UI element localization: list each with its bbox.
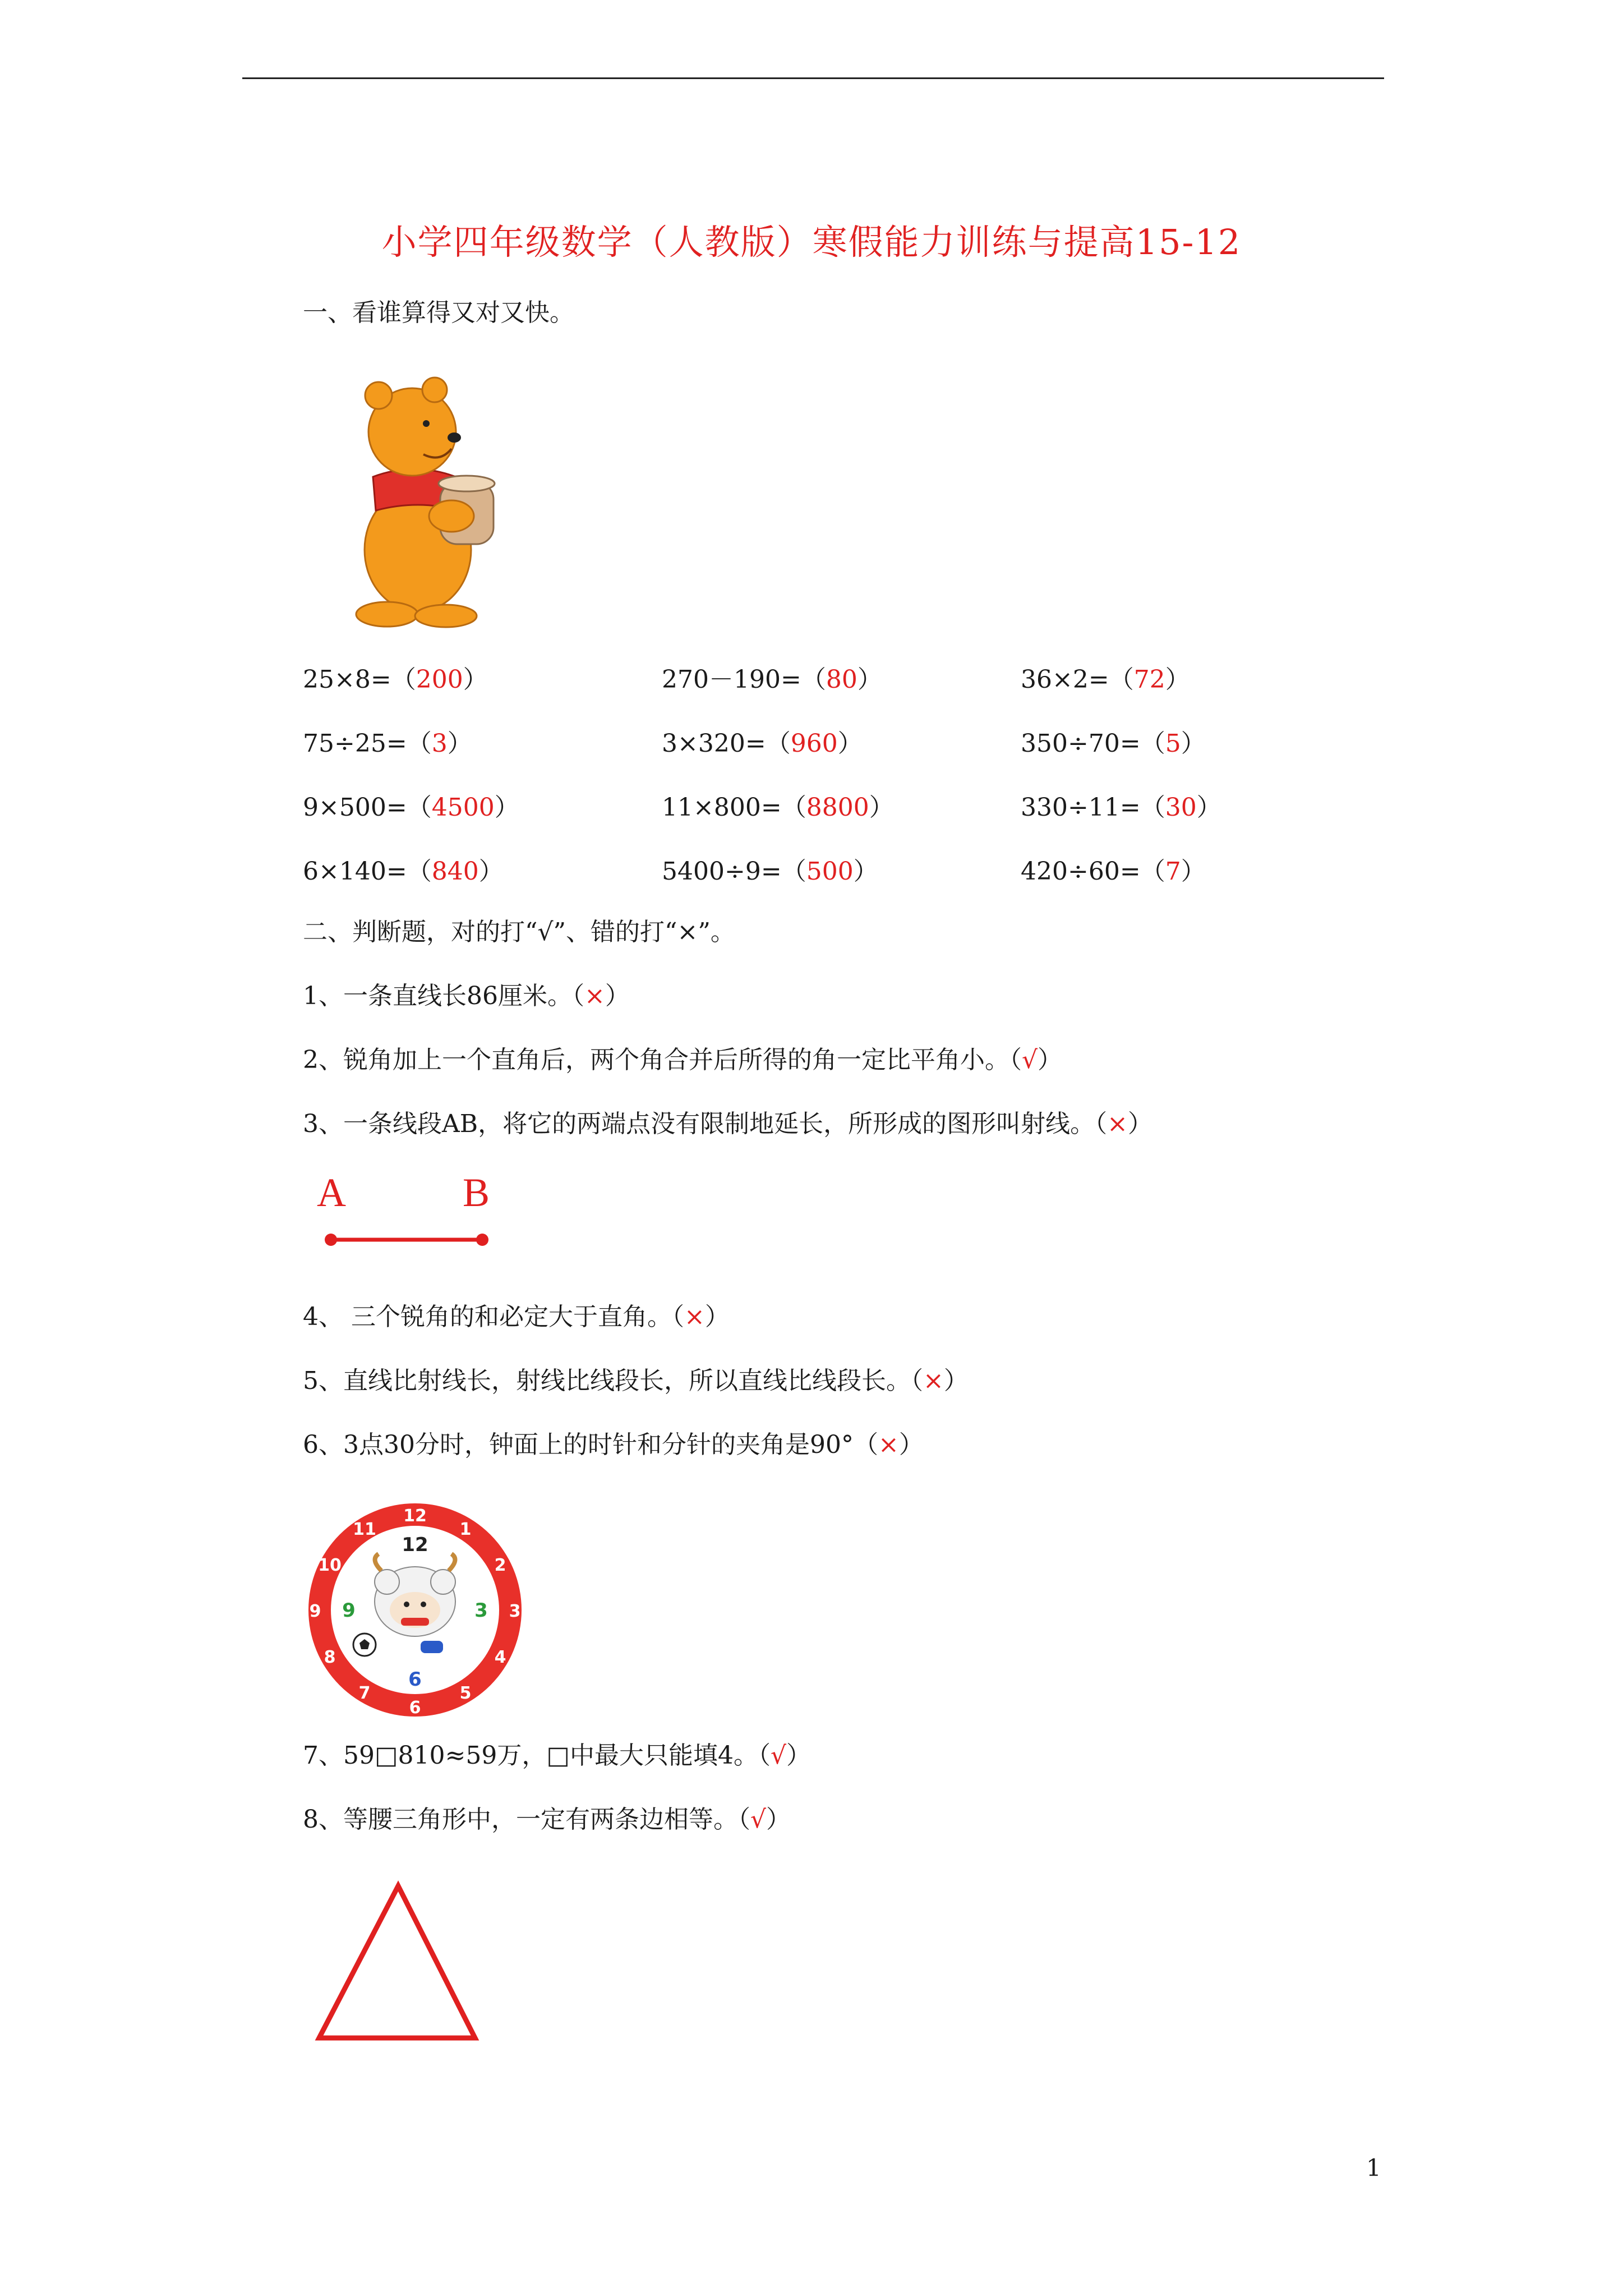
closing-paren: ）	[1181, 729, 1206, 758]
statement: 6、3点30分时，钟面上的时针和分针的夹角是90°（	[303, 1430, 878, 1459]
arithmetic-item	[662, 792, 894, 823]
answer: 30	[1165, 793, 1197, 822]
statement: 8、等腰三角形中，一定有两条边相等。（	[303, 1805, 750, 1834]
closing-paren: ）	[869, 793, 894, 822]
closing-paren: ）	[605, 982, 630, 1010]
judgement-item	[303, 1429, 924, 1461]
judgement-item	[303, 1365, 969, 1397]
triangle-outline	[319, 1886, 475, 2038]
judgement-mark: ×	[684, 1303, 705, 1331]
arithmetic-item	[1021, 728, 1206, 760]
expression: 9×500=（	[303, 793, 432, 822]
point-b-label: B	[463, 1170, 490, 1215]
closing-paren: ）	[1165, 665, 1190, 694]
section2-heading: 二、判断题，对的打“√”、错的打“×”。	[303, 918, 735, 946]
judgement-mark: √	[750, 1805, 767, 1834]
judgement-mark: ×	[584, 982, 605, 1010]
closing-paren: ）	[943, 1366, 969, 1395]
endpoint-b	[476, 1234, 488, 1246]
statement: 4、 三个锐角的和必定大于直角。（	[303, 1303, 684, 1331]
clock-illustration	[303, 1498, 527, 1722]
answer: 840	[431, 857, 479, 886]
closing-paren: ）	[837, 729, 863, 758]
judgement-mark: ×	[878, 1430, 899, 1459]
expression: 11×800=（	[662, 793, 806, 822]
page-number: 1	[1366, 2154, 1381, 2182]
arithmetic-item	[1021, 664, 1190, 696]
judgement-mark: ×	[1107, 1110, 1128, 1138]
answer: 7	[1165, 857, 1181, 886]
closing-paren: ）	[1181, 857, 1206, 886]
judgement-mark: √	[1022, 1046, 1038, 1074]
answer: 200	[416, 665, 463, 694]
svg-text:4: 4	[494, 1648, 506, 1667]
answer: 3	[431, 729, 448, 758]
judgement-item	[303, 1108, 1152, 1140]
answer: 4500	[431, 793, 495, 822]
clock-number-9: 9	[342, 1599, 356, 1622]
clock-number-12: 12	[402, 1534, 428, 1556]
judgement-item	[303, 1301, 730, 1333]
closing-paren: ）	[704, 1303, 730, 1331]
expression: 5400÷9=（	[662, 857, 806, 886]
svg-text:7: 7	[358, 1683, 371, 1703]
statement: 3、一条线段AB，将它的两端点没有限制地延长，所形成的图形叫射线。（	[303, 1110, 1108, 1138]
section1-heading: 一、看谁算得又对又快。	[303, 298, 574, 327]
arithmetic-item	[662, 664, 882, 696]
clock-number-6: 6	[408, 1668, 422, 1691]
answer: 500	[806, 857, 854, 886]
closing-paren: ）	[786, 1741, 811, 1770]
judgement-mark: ×	[923, 1366, 944, 1395]
answer: 5	[1165, 729, 1181, 758]
endpoint-a	[325, 1234, 337, 1246]
arithmetic-item	[662, 728, 863, 760]
answer: 72	[1133, 665, 1165, 694]
svg-text:9: 9	[309, 1602, 321, 1621]
judgement-item	[303, 1045, 1062, 1076]
soccer-ball	[353, 1634, 376, 1656]
judgement-item	[303, 1740, 811, 1772]
arithmetic-item	[303, 856, 504, 887]
answer: 80	[826, 665, 857, 694]
closing-paren: ）	[1038, 1046, 1063, 1074]
arithmetic-item	[303, 664, 488, 696]
header-rule	[242, 77, 1384, 79]
arithmetic-item	[1021, 856, 1206, 887]
pooh-bear-illustration	[320, 365, 510, 634]
svg-text:2: 2	[494, 1556, 506, 1575]
statement: 7、59□810≈59万，□中最大只能填4。（	[303, 1741, 771, 1770]
closing-paren: ）	[478, 857, 504, 886]
svg-text:6: 6	[409, 1698, 421, 1718]
page-title: 小学四年级数学（人教版）寒假能力训练与提高15-12	[381, 222, 1242, 263]
statement: 5、直线比射线长，射线比线段长，所以直线比线段长。（	[303, 1366, 923, 1395]
point-a-label: A	[317, 1170, 346, 1215]
closing-paren: ）	[447, 729, 472, 758]
closing-paren: ）	[898, 1430, 924, 1459]
judgement-item	[303, 1804, 791, 1835]
arithmetic-item	[662, 856, 878, 887]
svg-text:5: 5	[459, 1683, 472, 1703]
answer: 960	[790, 729, 838, 758]
closing-paren: ）	[1127, 1110, 1152, 1138]
expression: 3×320=（	[662, 729, 791, 758]
closing-paren: ）	[766, 1805, 791, 1834]
svg-text:8: 8	[324, 1648, 336, 1667]
closing-paren: ）	[494, 793, 519, 822]
statement: 1、一条直线长86厘米。（	[303, 982, 584, 1010]
judgement-mark: √	[770, 1741, 787, 1770]
expression: 350÷70=（	[1021, 729, 1165, 758]
expression: 270－190=（	[662, 665, 826, 694]
closing-paren: ）	[1196, 793, 1221, 822]
statement: 2、锐角加上一个直角后，两个角合并后所得的角一定比平角小。（	[303, 1046, 1022, 1074]
svg-text:1: 1	[459, 1520, 472, 1539]
svg-text:11: 11	[353, 1520, 376, 1539]
clock-number-3: 3	[474, 1599, 488, 1622]
answer: 8800	[806, 793, 869, 822]
arithmetic-item	[303, 728, 472, 760]
segment-ab-figure	[311, 1167, 502, 1262]
judgement-item	[303, 981, 630, 1012]
expression: 330÷11=（	[1021, 793, 1165, 822]
bear-figure	[356, 378, 495, 627]
isosceles-triangle-figure	[311, 1879, 491, 2047]
closing-paren: ）	[853, 857, 878, 886]
closing-paren: ）	[463, 665, 488, 694]
closing-paren: ）	[857, 665, 882, 694]
svg-text:12: 12	[403, 1506, 427, 1526]
svg-text:3: 3	[509, 1602, 521, 1621]
expression: 36×2=（	[1021, 665, 1134, 694]
arithmetic-item	[303, 792, 519, 823]
expression: 420÷60=（	[1021, 857, 1165, 886]
expression: 75÷25=（	[303, 729, 432, 758]
arithmetic-item	[1021, 792, 1221, 823]
expression: 25×8=（	[303, 665, 416, 694]
svg-text:10: 10	[318, 1556, 342, 1575]
expression: 6×140=（	[303, 857, 432, 886]
